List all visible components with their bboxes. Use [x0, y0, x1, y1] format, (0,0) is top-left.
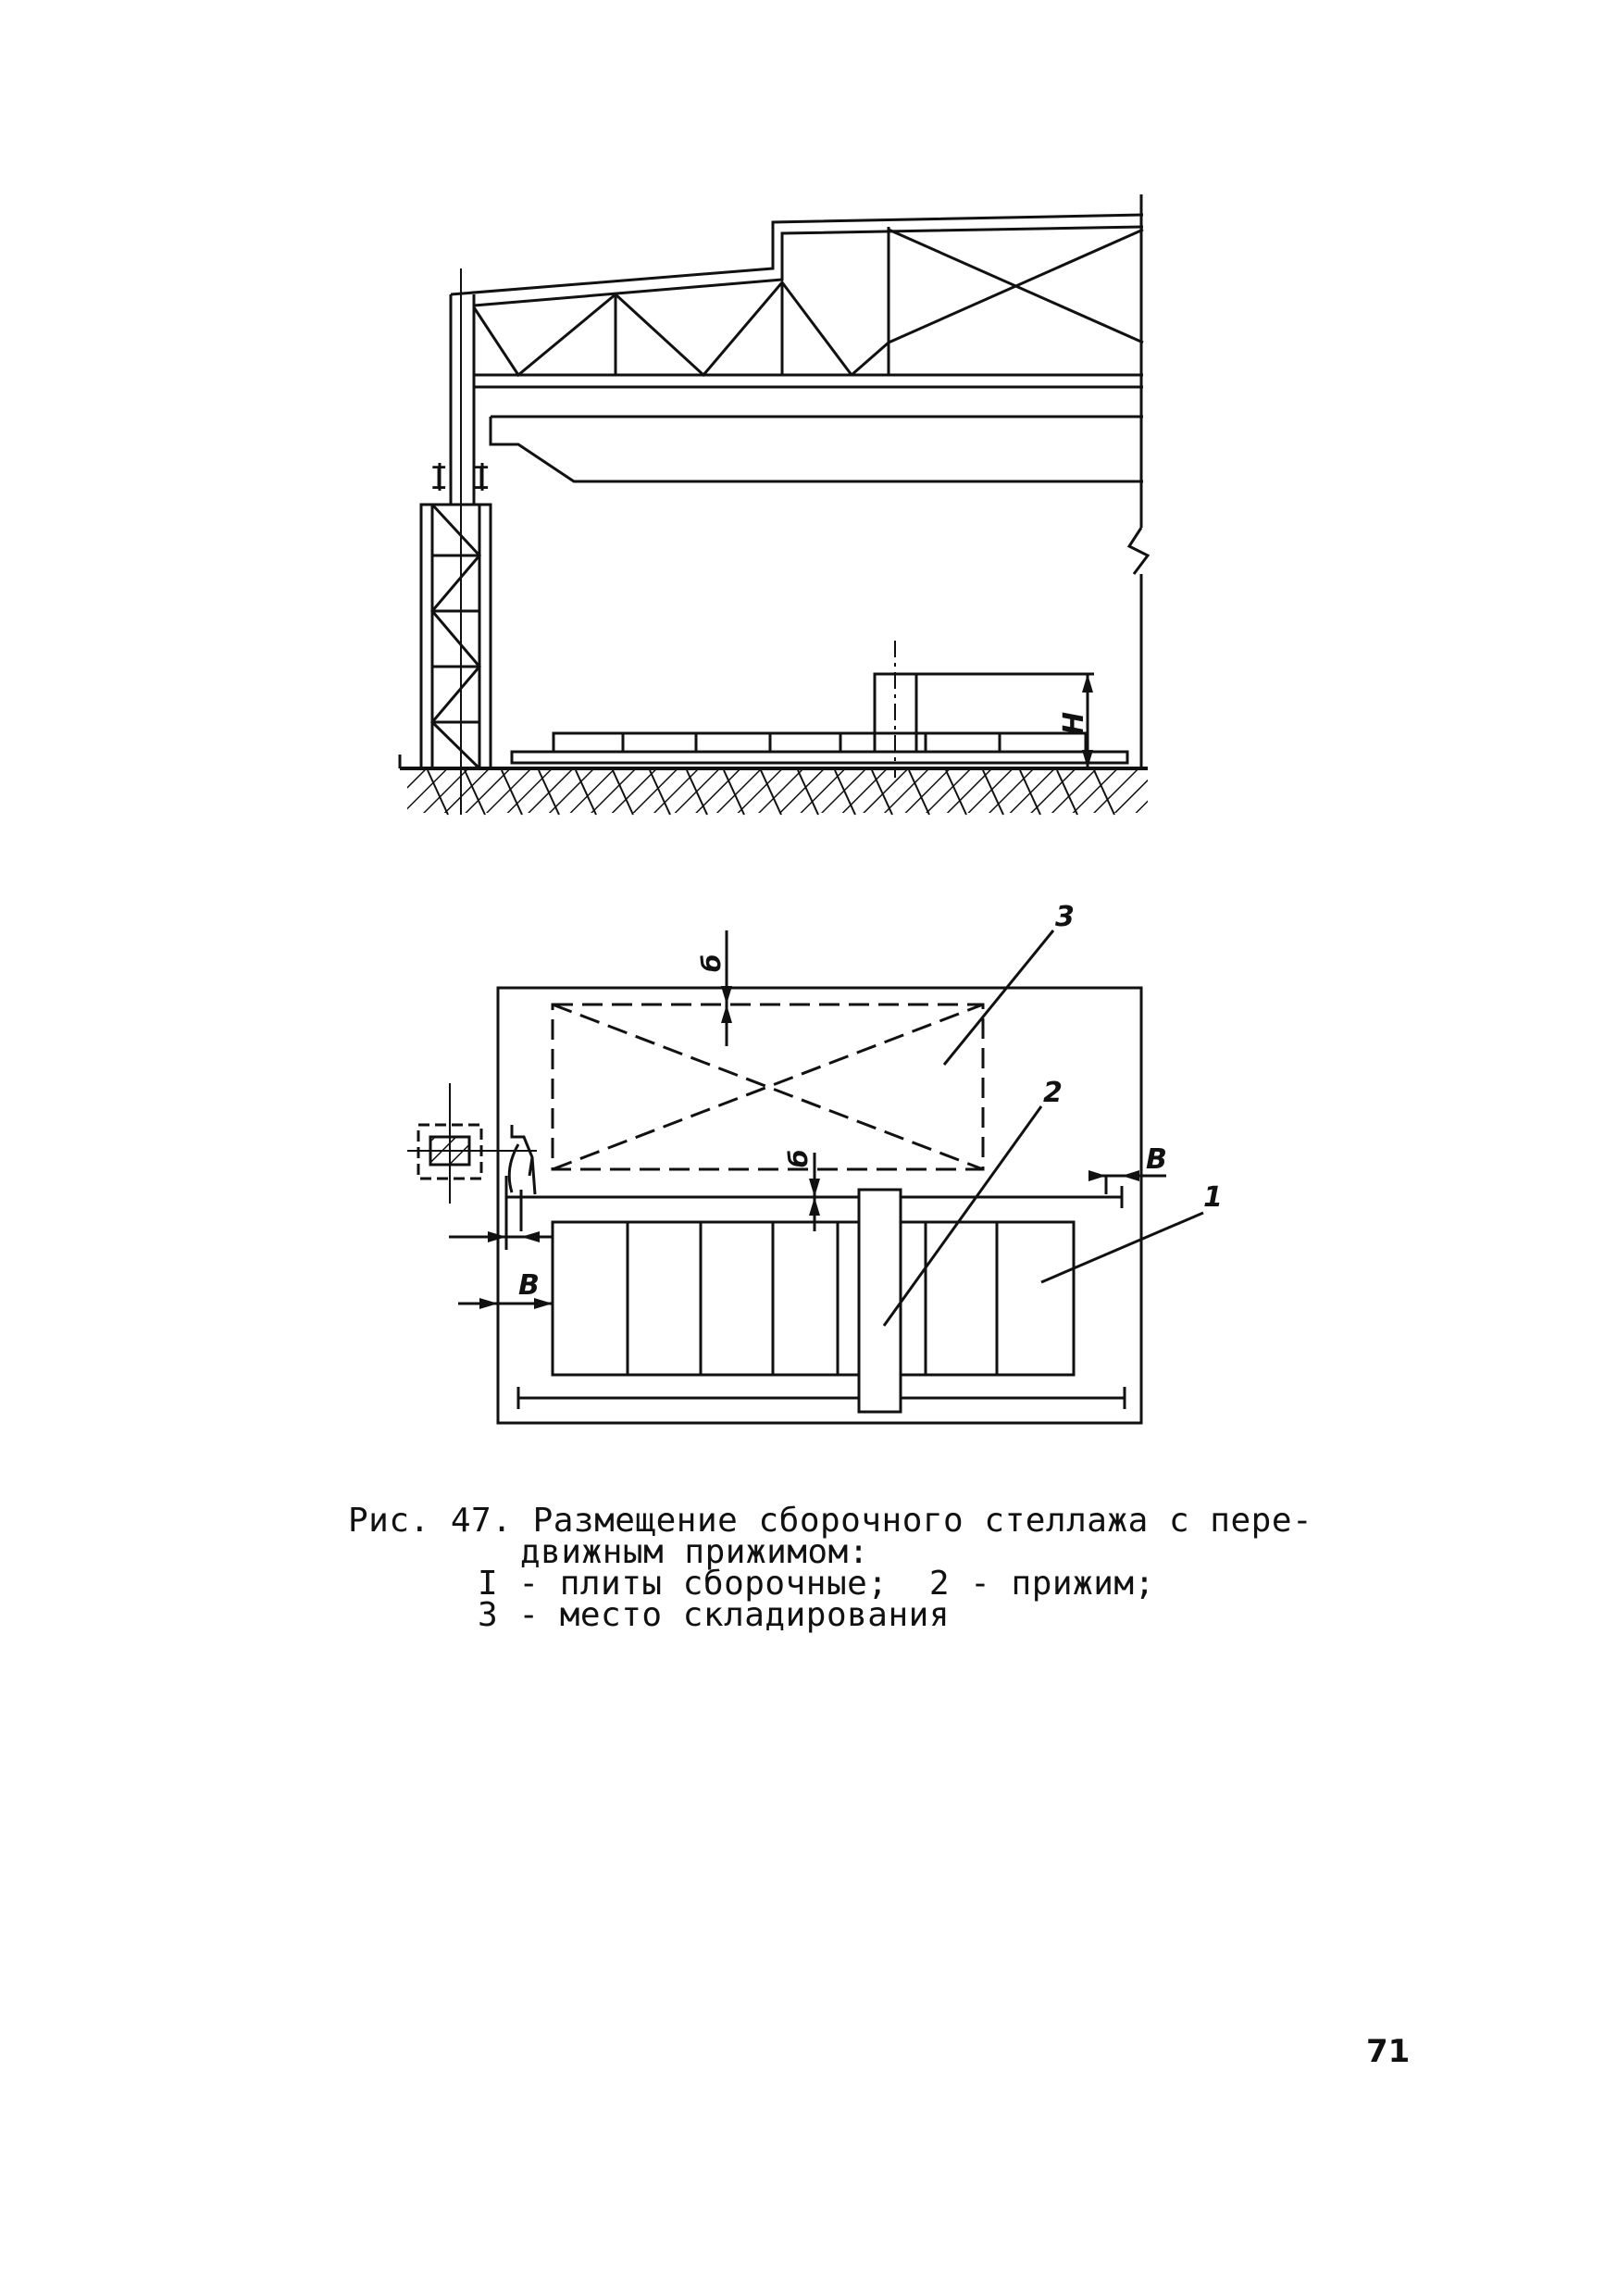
right-clearance-label: В [1146, 1143, 1167, 1176]
caption-line-3: I - плиты сборочные; 2 - прижим; [478, 1565, 1155, 1603]
caption-line-2: движным прижимом: [520, 1533, 869, 1571]
left-clearance-label: В [518, 1269, 540, 1302]
figure-caption [348, 1502, 1313, 1634]
clamp-gap-label: б [783, 1149, 814, 1167]
page-number: 71 [1366, 2033, 1411, 2070]
section-mark-right: I [472, 460, 491, 497]
callout-1: 1 [1203, 1181, 1223, 1214]
callout-3: 3 [1055, 901, 1075, 933]
caption-line-1: Рис. 47. Размещение сборочного стеллажа с пере- [348, 1502, 1313, 1540]
callout-2: 2 [1043, 1077, 1063, 1109]
section-mark-left: I [429, 460, 449, 497]
height-label: H [1058, 711, 1090, 735]
storage-gap-label: б [696, 954, 727, 972]
caption-line-4: 3 - место складирования [478, 1596, 950, 1634]
